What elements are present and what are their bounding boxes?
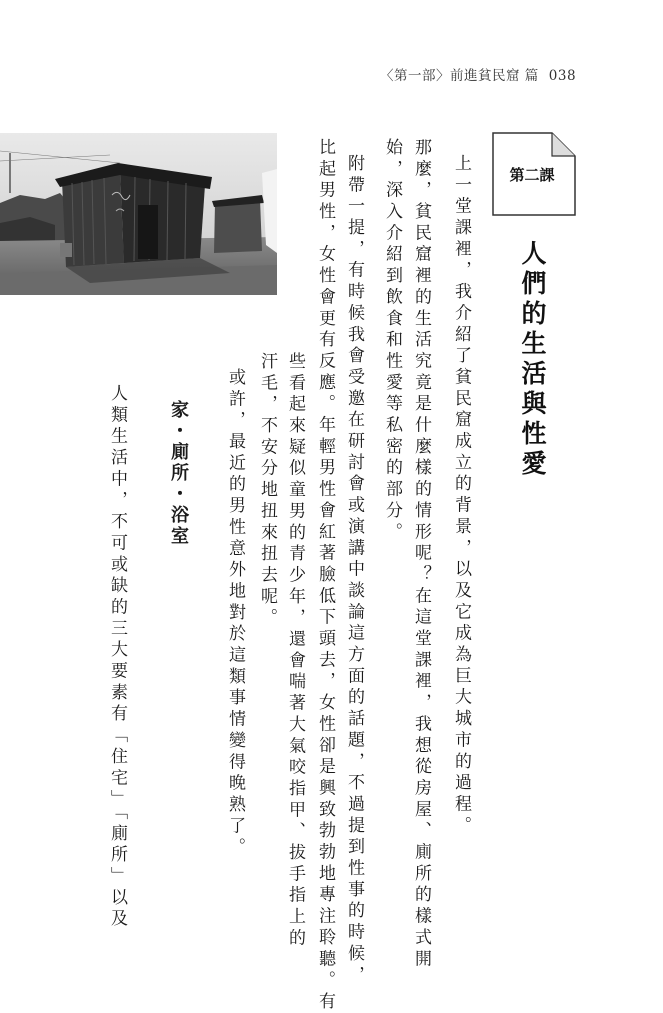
body-column-2: 那麼，貧民窟裡的生活究竟是什麼樣的情形呢？在這堂課裡，我想從房屋、廁所的樣式開	[411, 138, 431, 971]
slum-shack-photo	[0, 133, 277, 295]
body-column-4: 附帶一提，有時候我會受邀在研討會或演講中談論這方面的話題，不過提到性事的時候，	[344, 154, 364, 987]
lesson-number: 第二課	[509, 166, 555, 184]
page-number: 038	[548, 68, 577, 84]
lesson-title: 人們的生活與性愛	[518, 240, 547, 480]
body-column-5: 比起男性，女性會更有反應。年輕男性會紅著臉低下頭去，女性卻是興致勃勃地專注聆聽。有	[315, 138, 335, 1013]
body-column-3: 始，深入介紹到飲食和性愛等私密的部分。	[382, 138, 402, 544]
section-heading: 家・廁所・浴室	[168, 400, 189, 547]
body-column-1: 上一堂課裡，我介紹了貧民窟成立的背景，以及它成為巨大城市的過程。	[451, 154, 471, 838]
body-column-7: 汗毛，不安分地扭來扭去呢。	[257, 352, 277, 630]
body-column-8: 或許，最近的男性意外地對於這類事情變得晚熟了。	[225, 368, 245, 860]
body-column-10: 人類生活中，不可或缺的三大要素有「住宅」「廁所」以及	[107, 384, 127, 931]
section-title: 〈第一部〉前進貧民窟 篇	[380, 68, 539, 84]
body-column-6: 些看起來疑似童男的青少年，還會喘著大氣咬指甲、拔手指上的	[285, 352, 305, 950]
running-header	[380, 64, 620, 84]
